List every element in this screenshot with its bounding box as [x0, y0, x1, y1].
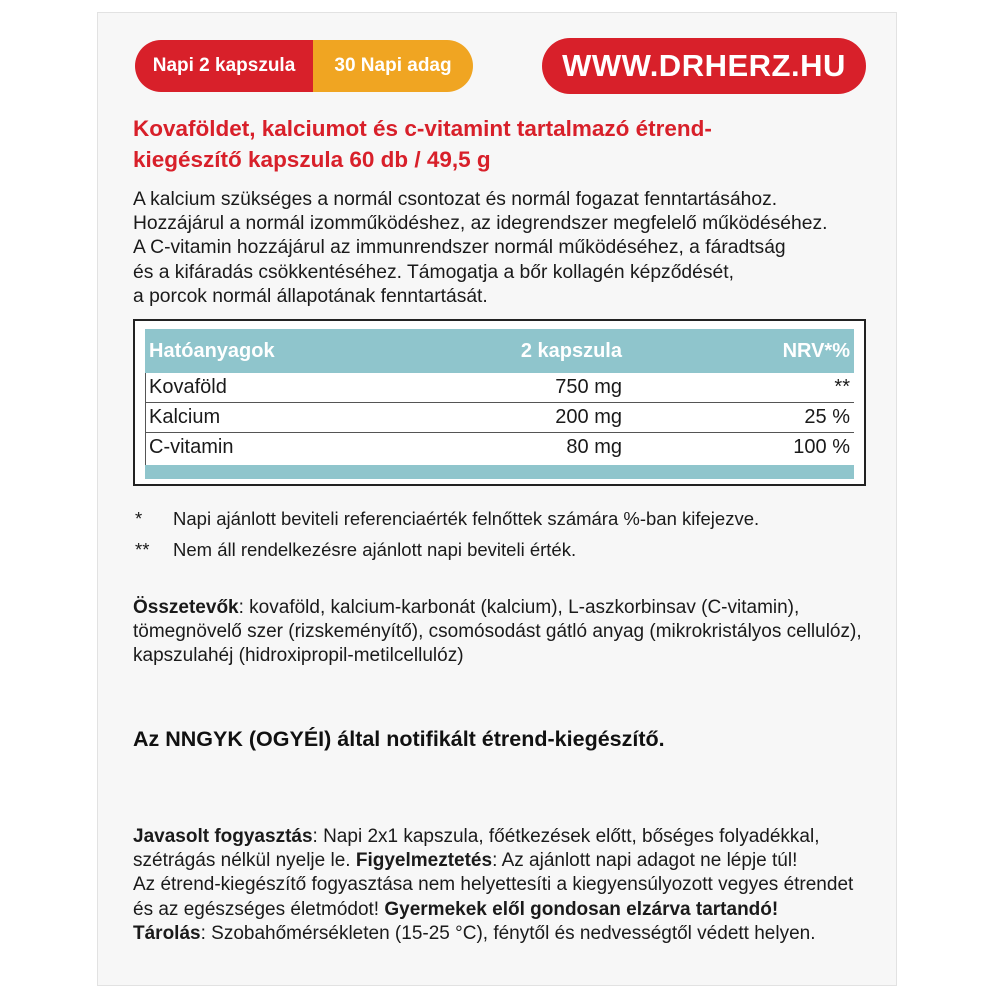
website-badge: WWW.DRHERZ.HU — [542, 38, 866, 94]
intro-line: A C-vitamin hozzájárul az immunrendszer normál működéséhez, a fáradtság — [133, 237, 786, 259]
footnote — [133, 503, 873, 534]
storage-line — [133, 922, 878, 946]
table-row — [145, 373, 854, 403]
product-title — [133, 113, 863, 175]
product-title-line: Kovaföldet, kalciumot és c-vitamint tartalmazó étrend- — [133, 116, 712, 141]
children-warning: Gyermekek elől gondosan elzárva tartandó! — [384, 898, 779, 920]
usage-line — [133, 898, 878, 922]
table-row — [145, 403, 854, 433]
cell-amount: 80 mg — [566, 436, 622, 458]
usage-section — [133, 825, 878, 946]
footnote-mark: ** — [135, 539, 150, 560]
usage-text: és az egészséges életmódot! — [133, 898, 385, 920]
usage-text: szétrágás nélkül nyelje le. — [133, 850, 356, 872]
notification-statement: Az NNGYK (OGYÉI) által notifikált étrend-kiegészítő. — [133, 727, 665, 751]
cell-nrv: 25 % — [804, 406, 850, 428]
product-title-line: kiegészítő kapszula 60 db / 49,5 g — [133, 147, 491, 172]
cell-ingredient: Kovaföld — [149, 376, 227, 398]
intro-line: és a kifáradás csökkentéséhez. Támogatja a bőr kollagén képződését, — [133, 261, 734, 283]
ingredients-line: kapszulahéj (hidroxipropil-metilcellulóz) — [133, 645, 464, 667]
days-badge: 30 Napi adag — [313, 40, 473, 92]
ingredients-label: Összetevők — [133, 597, 239, 618]
cell-amount: 200 mg — [555, 406, 622, 428]
header-active-ingredients: Hatóanyagok — [149, 340, 275, 362]
intro-line: A kalcium szükséges a normál csontozat és normál fogazat fenntartásához. — [133, 189, 778, 210]
usage-line — [133, 825, 878, 849]
cell-amount: 750 mg — [555, 376, 622, 398]
footnote-text: Nem áll rendelkezésre ajánlott napi beviteli érték. — [173, 539, 577, 560]
table-row — [145, 433, 854, 465]
warning-text: : Az ajánlott napi adagot ne lépje túl! — [492, 850, 798, 872]
usage-label: Javasolt fogyasztás — [133, 826, 313, 847]
daily-dose-badge: Napi 2 kapszula — [135, 40, 313, 92]
ingredients-line — [133, 596, 873, 620]
storage-text: : Szobahőmérsékleten (15-25 °C), fénytől és nedvességtől védett helyen. — [200, 922, 816, 944]
ingredients-section — [133, 596, 873, 669]
footnote-mark: * — [135, 508, 143, 529]
table-divider — [145, 373, 146, 465]
usage-text: : Napi 2x1 kapszula, főétkezések előtt, bőséges folyadékkal, — [312, 826, 820, 847]
warning-label: Figyelmeztetés — [355, 850, 493, 872]
storage-label: Tárolás — [133, 922, 201, 944]
usage-line — [133, 849, 878, 873]
nutrition-table — [133, 319, 866, 486]
cell-ingredient: Kalcium — [149, 406, 221, 428]
usage-line: Az étrend-kiegészítő fogyasztása nem helyettesíti a kiegyensúlyozott vegyes étrendet — [133, 874, 854, 896]
table-footer-bar — [145, 465, 854, 479]
cell-nrv: 100 % — [793, 436, 850, 458]
footnotes — [133, 503, 873, 565]
header-nrv: NRV*% — [782, 340, 850, 362]
intro-line: Hozzájárul a normál izomműködéshez, az idegrendszer megfelelő működéséhez. — [133, 213, 828, 235]
ingredients-text: : kovaföld, kalcium-karbonát (kalcium), L-aszkorbinsav (C-vitamin), — [238, 597, 800, 618]
header-dose: 2 kapszula — [520, 340, 622, 362]
intro-text — [133, 188, 873, 309]
footnote-text: Napi ajánlott beviteli referenciaérték felnőttek számára %-ban kifejezve. — [173, 508, 760, 529]
footnote — [133, 534, 873, 565]
intro-line: a porcok normál állapotának fenntartását. — [133, 285, 488, 307]
table-header — [145, 329, 854, 373]
cell-nrv: ** — [834, 376, 850, 398]
cell-ingredient: C-vitamin — [149, 436, 234, 458]
ingredients-line: tömegnövelő szer (rizskeményítő), csomósodást gátló anyag (mikrokristályos cellulóz), — [133, 621, 862, 643]
